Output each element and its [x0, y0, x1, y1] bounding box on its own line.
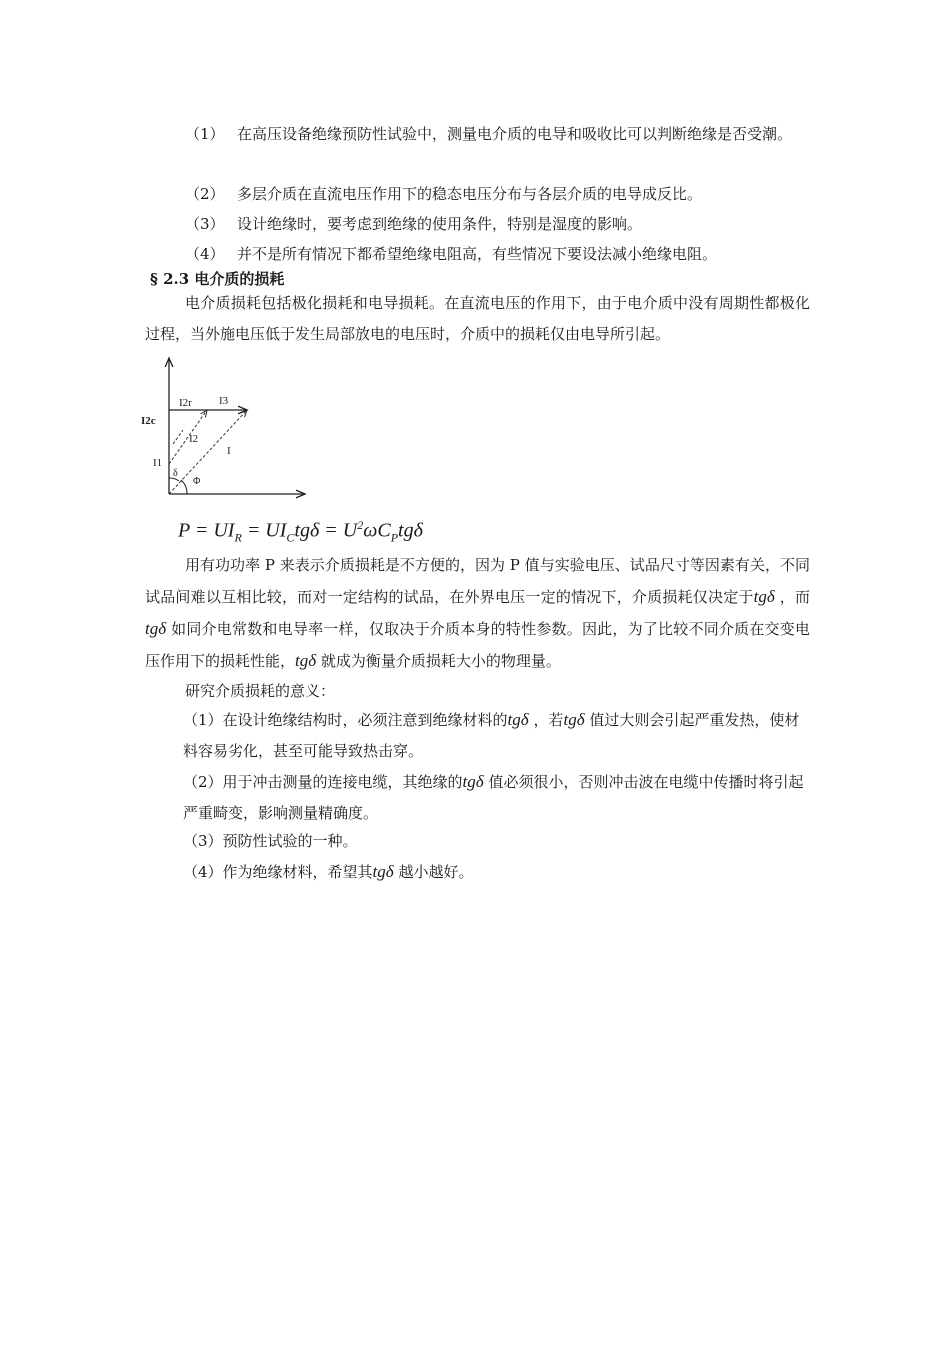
formula-sub: R [234, 530, 242, 545]
text-run: （4）作为绝缘材料，希望其 [183, 863, 373, 881]
section-heading: § 2.3 电介质的损耗 [150, 270, 285, 288]
label-i: I [227, 445, 231, 457]
list-item-4 [185, 240, 825, 269]
formula-sub: P [390, 530, 399, 545]
text-run: ，而 [774, 588, 810, 606]
text-run: 值过大则会引起严重发热，使材料容易劣化，甚至可能导致热击穿。 [183, 711, 800, 760]
formula-part: = UI [246, 519, 287, 542]
list-item-2 [185, 180, 825, 209]
list-item-text: 在高压设备绝缘预防性试验中，测量电介质的电导和吸收比可以判断绝缘是否受潮。 [237, 125, 793, 143]
phasor-diagram [135, 352, 315, 522]
list-item-number: （2） [185, 185, 225, 203]
label-i1: I1 [153, 457, 163, 469]
phi-arc [181, 480, 187, 494]
loss-paragraph [145, 550, 810, 677]
label-phi: Φ [193, 476, 201, 487]
i2c-vector [173, 430, 183, 444]
math-tgd: tgδ [507, 710, 529, 729]
list-item-number: （3） [185, 215, 225, 233]
text-run: （2）用于冲击测量的连接电缆，其绝缘的 [183, 773, 463, 791]
list-item-number: （4） [185, 245, 225, 263]
math-tgd: tgδ [372, 862, 394, 881]
power-formula [178, 518, 423, 546]
text-run: ，若 [528, 711, 564, 729]
formula-p: P [178, 519, 190, 542]
intro-paragraph: 电介质损耗包括极化损耗和电导损耗。在直流电压的作用下，由于电介质中没有周期性都极化过程，当外施电压低于发生局部放电的电压时，介质中的损耗仅由电导所引起。 [145, 294, 810, 343]
formula-part: ωC [363, 519, 391, 542]
significance-item-2 [183, 766, 808, 829]
formula-part: tgδ [398, 519, 423, 542]
text-run: 值必须很小，否则冲击波在电缆中传播时将引起严重畸变，影响测量精确度。 [183, 773, 804, 822]
significance-title: 研究介质损耗的意义： [185, 682, 336, 700]
list-item-1 [185, 120, 825, 149]
i2-vector [169, 410, 207, 464]
label-i3: I3 [219, 395, 229, 407]
list-item-text: 多层介质在直流电压作用下的稳态电压分布与各层介质的电导成反比。 [237, 185, 703, 203]
math-tgd: tgδ [462, 772, 484, 791]
text-run: 用有功功率 P 来表示介质损耗是不方便的，因为 P 值与实验电压、试品尺寸等因素有关，不同试品间难以互相比较，而对一定结构的试品，在外界电压一定的情况下，介质损耗仅决定于 [145, 556, 810, 606]
text-run: 越小越好。 [393, 863, 474, 881]
i-vector [169, 410, 247, 494]
math-tgd: tgδ [753, 587, 775, 606]
significance-item-1 [183, 704, 808, 767]
formula-sup: 2 [357, 518, 364, 532]
math-tgd: tgδ [145, 619, 167, 638]
significance-item-4 [183, 856, 808, 888]
formula-sub: C [286, 530, 295, 545]
text-run: （1）在设计绝缘结构时，必须注意到绝缘材料的 [183, 711, 508, 729]
list-item-3 [185, 210, 825, 239]
list-item-text: 并不是所有情况下都希望绝缘电阻高，有些情况下要设法减小绝缘电阻。 [237, 245, 718, 263]
formula-part: tgδ = U [294, 519, 358, 542]
label-i2r: I2r [179, 397, 192, 409]
formula-part: = UI [194, 519, 235, 542]
label-i2: I2 [189, 433, 199, 445]
math-tgd: tgδ [295, 651, 317, 670]
label-delta: δ [173, 468, 178, 479]
text-run: 就成为衡量介质损耗大小的物理量。 [316, 652, 561, 670]
label-i2c: I2c [141, 415, 156, 427]
text-run: 如同介电常数和电导率一样，仅取决于介质本身的特性参数。因此，为了比较不同介质在交变电压作用下的损耗性能， [145, 620, 810, 670]
math-tgd: tgδ [563, 710, 585, 729]
significance-item-3 [183, 826, 808, 857]
list-item-text: 设计绝缘时，要考虑到绝缘的使用条件，特别是湿度的影响。 [237, 215, 643, 233]
text-run: （3）预防性试验的一种。 [183, 832, 358, 850]
list-item-number: （1） [185, 125, 225, 143]
